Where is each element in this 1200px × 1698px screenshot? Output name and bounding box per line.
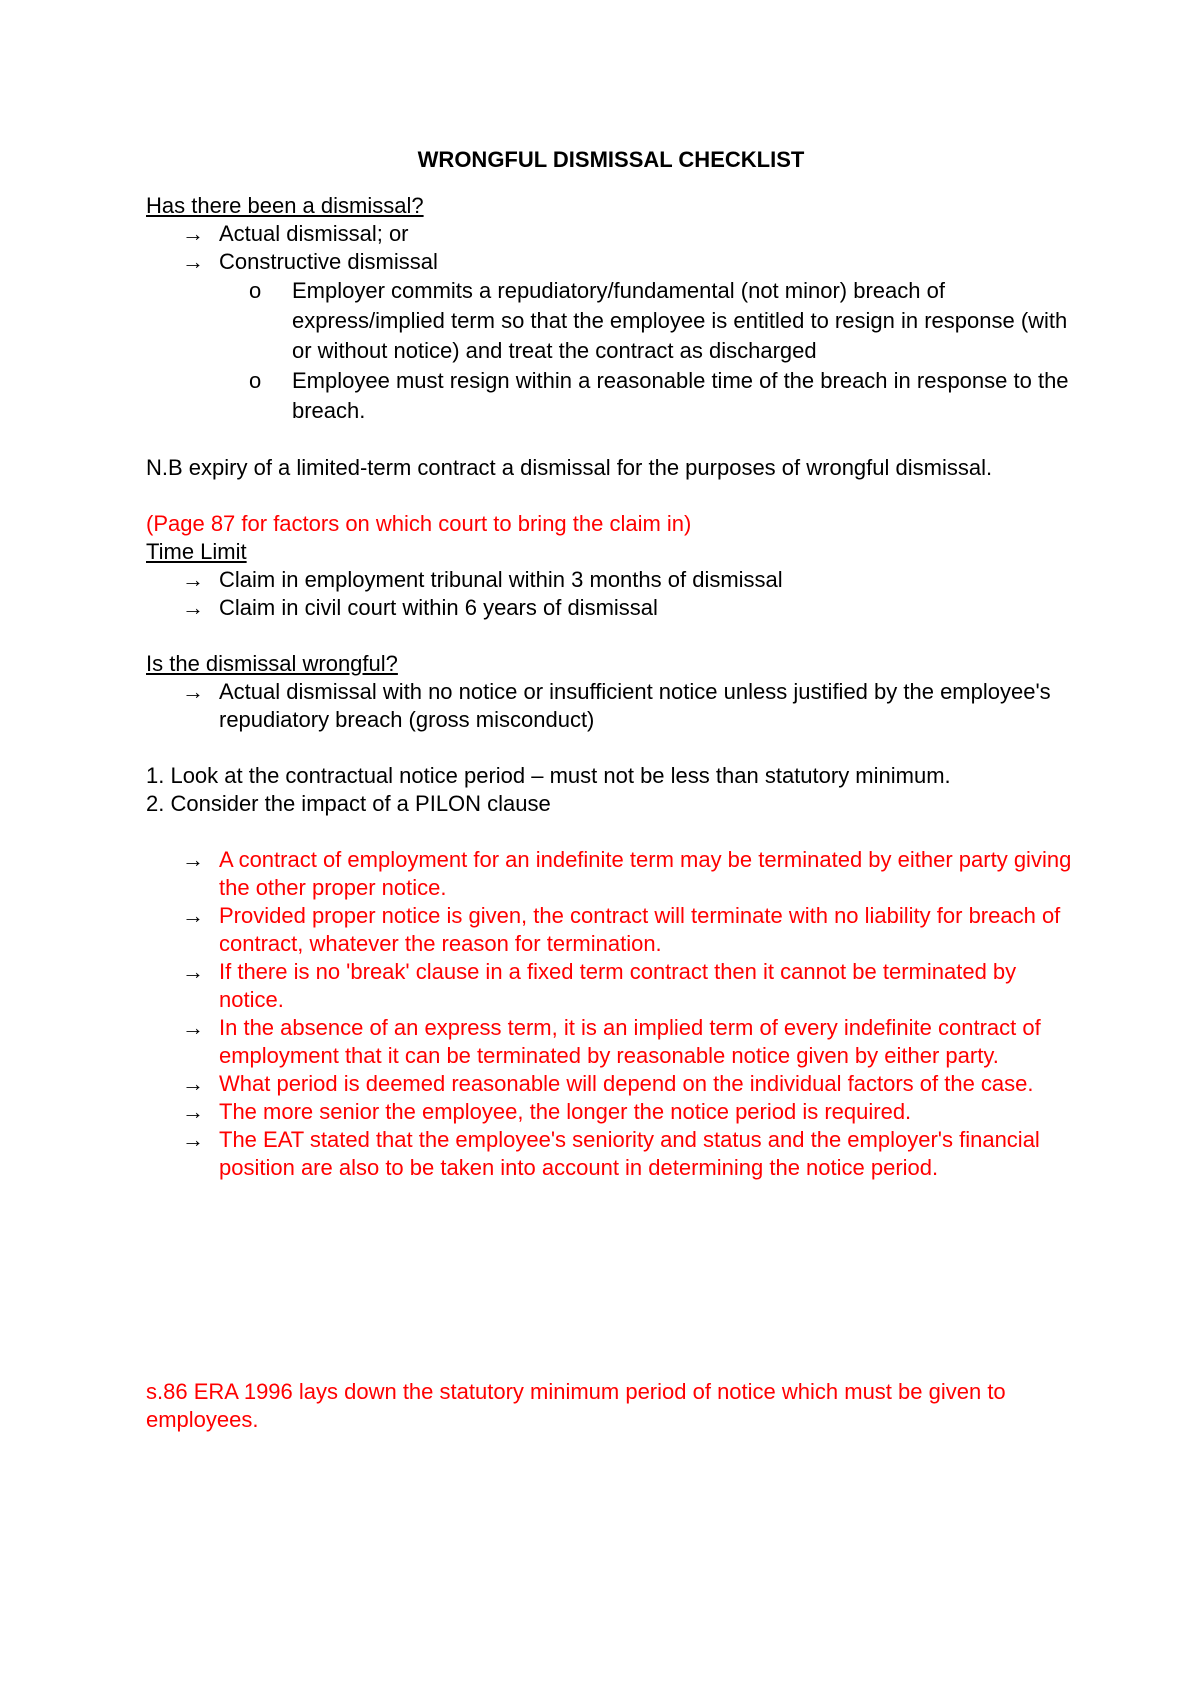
arrow-bullet-icon: →: [182, 1099, 204, 1124]
list-item: → The more senior the employee, the longer the notice period is required.: [182, 1099, 912, 1124]
circle-bullet-icon: o: [249, 278, 262, 303]
circle-bullet-icon: o: [249, 368, 262, 393]
arrow-bullet-icon: →: [182, 847, 204, 872]
arrow-bullet-icon: →: [182, 1015, 204, 1040]
statute-note: s.86 ERA 1996 lays down the statutory minimum period of notice which must be given to employees.: [146, 1379, 1006, 1432]
document-body: [146, 146, 1076, 1434]
arrow-bullet-icon: →: [182, 959, 204, 984]
arrow-bullet-icon: →: [182, 903, 204, 928]
list-item: → Claim in employment tribunal within 3 months of dismissal: [182, 567, 783, 592]
list-item: → If there is no 'break' clause in a fixed term contract then it cannot be terminated by notice.: [182, 959, 1017, 1012]
time-limit-heading: Time Limit: [146, 539, 247, 564]
notice-points-list: [146, 846, 1076, 1182]
constructive-dismissal-sublist: [219, 276, 1076, 426]
wrongful-list: [146, 678, 1076, 734]
list-item: → Actual dismissal with no notice or insufficient notice unless justified by the employee's repudiatory breach (gross misconduct): [182, 679, 1051, 732]
arrow-bullet-icon: →: [182, 249, 204, 274]
dismissal-heading: Has there been a dismissal?: [146, 193, 424, 218]
list-item: → What period is deemed reasonable will depend on the individual factors of the case.: [182, 1071, 1034, 1096]
step-one: 1. Look at the contractual notice period – must not be less than statutory minimum.: [146, 763, 951, 788]
dismissal-list: [146, 220, 1076, 426]
arrow-bullet-icon: →: [182, 679, 204, 704]
list-item: → In the absence of an express term, it is an implied term of every indefinite contract of employment that it can be terminated by reasonable notice given by either party.: [182, 1015, 1041, 1068]
arrow-bullet-icon: →: [182, 1127, 204, 1152]
limited-term-note: N.B expiry of a limited-term contract a dismissal for the purposes of wrongful dismissal.: [146, 455, 993, 480]
list-item: → Claim in civil court within 6 years of dismissal: [182, 595, 658, 620]
arrow-bullet-icon: →: [182, 567, 204, 592]
sublist-item: o Employee must resign within a reasonable time of the breach in response to the breach.: [249, 368, 1069, 423]
list-item: → A contract of employment for an indefinite term may be terminated by either party giving the other proper notice.: [182, 847, 1072, 900]
step-two: 2. Consider the impact of a PILON clause: [146, 791, 551, 816]
arrow-bullet-icon: →: [182, 221, 204, 246]
list-item: → The EAT stated that the employee's seniority and status and the employer's financial position are also to be taken into account in determining the notice period.: [182, 1127, 1040, 1180]
wrongful-heading: Is the dismissal wrongful?: [146, 651, 398, 676]
sublist-item: o Employer commits a repudiatory/fundamental (not minor) breach of express/implied term so that the employee is entitled to resign in response (with or without notice) and treat the contract as discharged: [249, 278, 1068, 363]
list-item: → Constructive dismissal o Employer commits a repudiatory/fundamental (not minor) breach of express/implied term so that the employee is entitled to resign in response (with or without notice) and treat the contract as discharged o Employee must resign within a reasonable time of the breach in response to the breach.: [146, 248, 1076, 426]
document-title: WRONGFUL DISMISSAL CHECKLIST: [417, 147, 805, 172]
arrow-bullet-icon: →: [182, 595, 204, 620]
time-limit-list: [146, 566, 1076, 622]
page-reference-note: (Page 87 for factors on which court to bring the claim in): [146, 511, 692, 536]
list-item: → Provided proper notice is given, the contract will terminate with no liability for breach of contract, whatever the reason for termination.: [182, 903, 1061, 956]
list-item: → Actual dismissal; or: [182, 221, 409, 246]
arrow-bullet-icon: →: [182, 1071, 204, 1096]
